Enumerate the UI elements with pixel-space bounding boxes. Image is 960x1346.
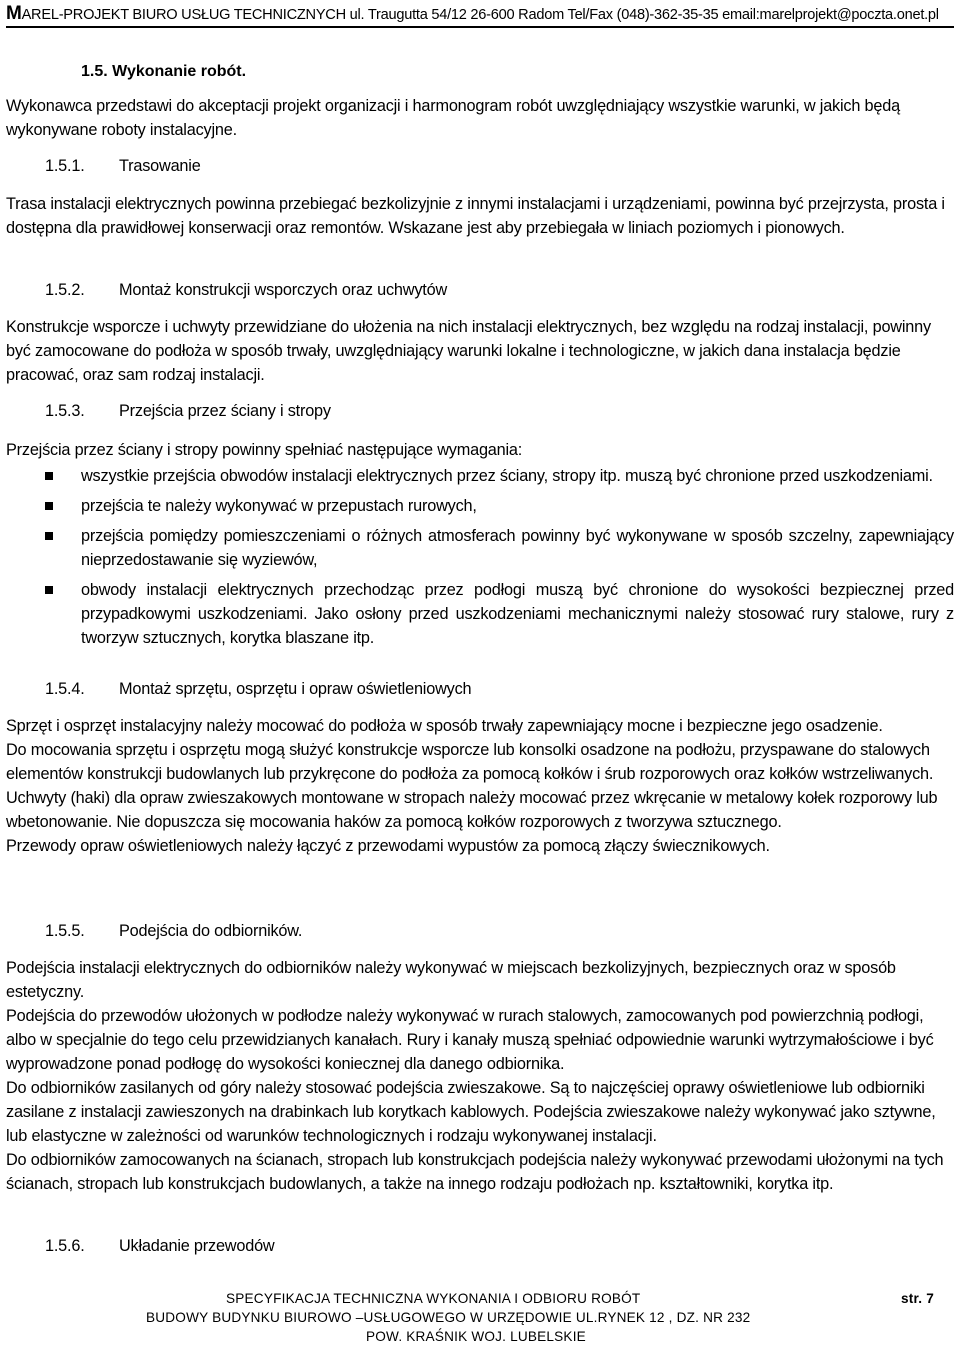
header-text: AREL-PROJEKT BIURO USŁUG TECHNICZNYCH ul. Traugutta 54/12 26-600 Radom Tel/Fax (048)-362-35-35 email:marelprojekt@poczta.onet.pl [21,7,939,23]
subsection-number: 1.5.1. [45,157,85,175]
subsection-title: Montaż sprzętu, osprzętu i opraw oświetleniowych [119,680,472,698]
bullet-square-icon [45,586,53,594]
list-item-text: wszystkie przejścia obwodów instalacji elektrycznych przez ściany, stropy itp. muszą być chronione przed uszkodzeniami. [81,467,933,485]
subsection-heading-1 [45,154,201,178]
paragraph-podejscia [6,956,954,1196]
section-title: 1.5. Wykonanie robót. [81,63,247,80]
subsection-title: Przejścia przez ściany i stropy [119,402,331,420]
page-footer [0,1289,960,1343]
subsection-heading-3 [45,399,331,423]
intro-paragraph: Wykonawca przedstawi do akceptacji projekt organizacji i harmonogram robót uwzględniający wszystkie warunki, w jakich będą wykonywane roboty instalacyjne. [6,97,900,139]
paragraph-przejscia-lead: Przejścia przez ściany i stropy powinny spełniać następujące wymagania: [6,441,523,459]
footer-line-2: BUDOWY BUDYNKU BIUROWO –USŁUGOWEGO W URZĘDOWIE UL.RYNEK 12 , DZ. NR 232 [146,1310,751,1325]
paragraph-line: Do odbiorników zamocowanych na ścianach, stropach lub konstrukcjach podejścia należy wykonywać przewodami ułożonymi na tych ścianach, stropach lub konstrukcjach budowlanych, a także na innego rodzaju podłożach np. kształtowniki, korytka itp. [6,1151,944,1193]
bullet-square-icon [45,502,53,510]
list-item [6,464,954,488]
subsection-heading-4 [45,677,471,701]
bullet-square-icon [45,472,53,480]
paragraph-line: Podejścia instalacji elektrycznych do odbiorników należy wykonywać w miejscach bezkolizyjnych, bezpiecznych oraz w sposób estetyczny. [6,959,896,1001]
list-item-text: przejścia te należy wykonywać w przepustach rurowych, [81,497,477,515]
page-header [6,2,954,28]
footer-line-3: POW. KRAŚNIK WOJ. LUBELSKIE [366,1329,586,1344]
paragraph-konstrukcje: Konstrukcje wsporcze i uchwyty przewidziane do ułożenia na nich instalacji elektrycznych, bez względu na rodzaj instalacji, powinny być zamocowane do podłoża w sposób trwały, uwzględniający warunki lokalne i technologiczne, w jakich dana instalacja będzie pracować, oraz sam rodzaj instalacji. [6,318,931,384]
list-item [6,578,954,650]
paragraph-line: Do odbiorników zasilanych od góry należy stosować podejścia zwieszakowe. Są to najczęściej oprawy oświetleniowe lub odbiorniki zasilane z instalacji zawieszonych na drabinkach lub korytkach kablowych. Podejścia zwieszakowe należy wykonywać jako sztywne, lub elastyczne w zależności od warunków technologicznych i rodzaju wykonywanej instalacji. [6,1079,936,1145]
footer-line-1: SPECYFIKACJA TECHNICZNA WYKONANIA I ODBIORU ROBÓT [226,1291,641,1306]
paragraph-line: Sprzęt i osprzęt instalacyjny należy mocować do podłoża w sposób trwały zapewniający mocne i bezpieczne jego osadzenie. [6,717,883,735]
subsection-title: Podejścia do odbiorników. [119,922,303,940]
paragraph-line: Do mocowania sprzętu i osprzętu mogą służyć konstrukcje wsporcze lub konsolki osadzone na podłożu, przyspawane do stalowych elementów konstrukcji budowlanych lub przykręcone do podłoża za pomocą kołków i śrub rozporowych oraz kołków wstrzeliwanych. Uchwyty (haki) dla opraw zwieszakowych montowane w stropach należy mocować przez wkręcanie w metalowy kołek rozporowy lub wbetonowanie. Nie dopuszcza się mocowania haków za pomocą kołków rozporowych z tworzywa sztucznego. [6,741,938,831]
subsection-number: 1.5.4. [45,680,85,698]
subsection-number: 1.5.6. [45,1237,85,1255]
subsection-number: 1.5.3. [45,402,85,420]
paragraph-line: Podejścia do przewodów ułożonych w podłodze należy wykonywać w rurach stalowych, zamocowanych pod powierzchnią podłogi, albo w specjalnie do tego celu przewidzianych kanałach. Rury i kanały muszą spełniać odpowiednie warunki wytrzymałościowe i być wyprowadzone ponad podłogę do wysokości koniecznej dla danego odbiornika. [6,1007,934,1073]
header-initial: M [6,3,22,24]
subsection-number: 1.5.5. [45,922,85,940]
subsection-title: Trasowanie [119,157,201,175]
paragraph-line: Przewody opraw oświetleniowych należy łączyć z przewodami wypustów za pomocą złączy świecznikowych. [6,837,770,855]
list-item [6,524,954,572]
page-number: str. 7 [901,1291,934,1306]
list-item [6,494,954,518]
bullet-square-icon [45,532,53,540]
subsection-heading-2 [45,278,447,302]
subsection-title: Montaż konstrukcji wsporczych oraz uchwytów [119,281,447,299]
subsection-heading-6 [45,1234,274,1258]
paragraph-trasowanie: Trasa instalacji elektrycznych powinna przebiegać bezkolizyjnie z innymi instalacjami i urządzeniami, powinna być przejrzysta, prosta i dostępna dla prawidłowej konserwacji oraz remontów. Wskazane jest aby przebiegała w liniach poziomych i pionowych. [6,195,945,237]
paragraph-montaz-sprzetu [6,714,954,858]
bullet-list [6,464,954,656]
subsection-number: 1.5.2. [45,281,85,299]
list-item-text: obwody instalacji elektrycznych przechodząc przez podłogi muszą być chronione do wysokości bezpiecznej przed przypadkowymi uszkodzeniami. Jako osłony przed uszkodzeniami mechanicznymi należy stosować rury stalowe, rury z tworzyw sztucznych, korytka blaszane itp. [81,581,954,647]
subsection-title: Układanie przewodów [119,1237,275,1255]
list-item-text: przejścia pomiędzy pomieszczeniami o różnych atmosferach powinny być wykonywane w sposób szczelny, zapewniający nieprzedostawanie się wyziewów, [81,527,954,569]
subsection-heading-5 [45,919,302,943]
